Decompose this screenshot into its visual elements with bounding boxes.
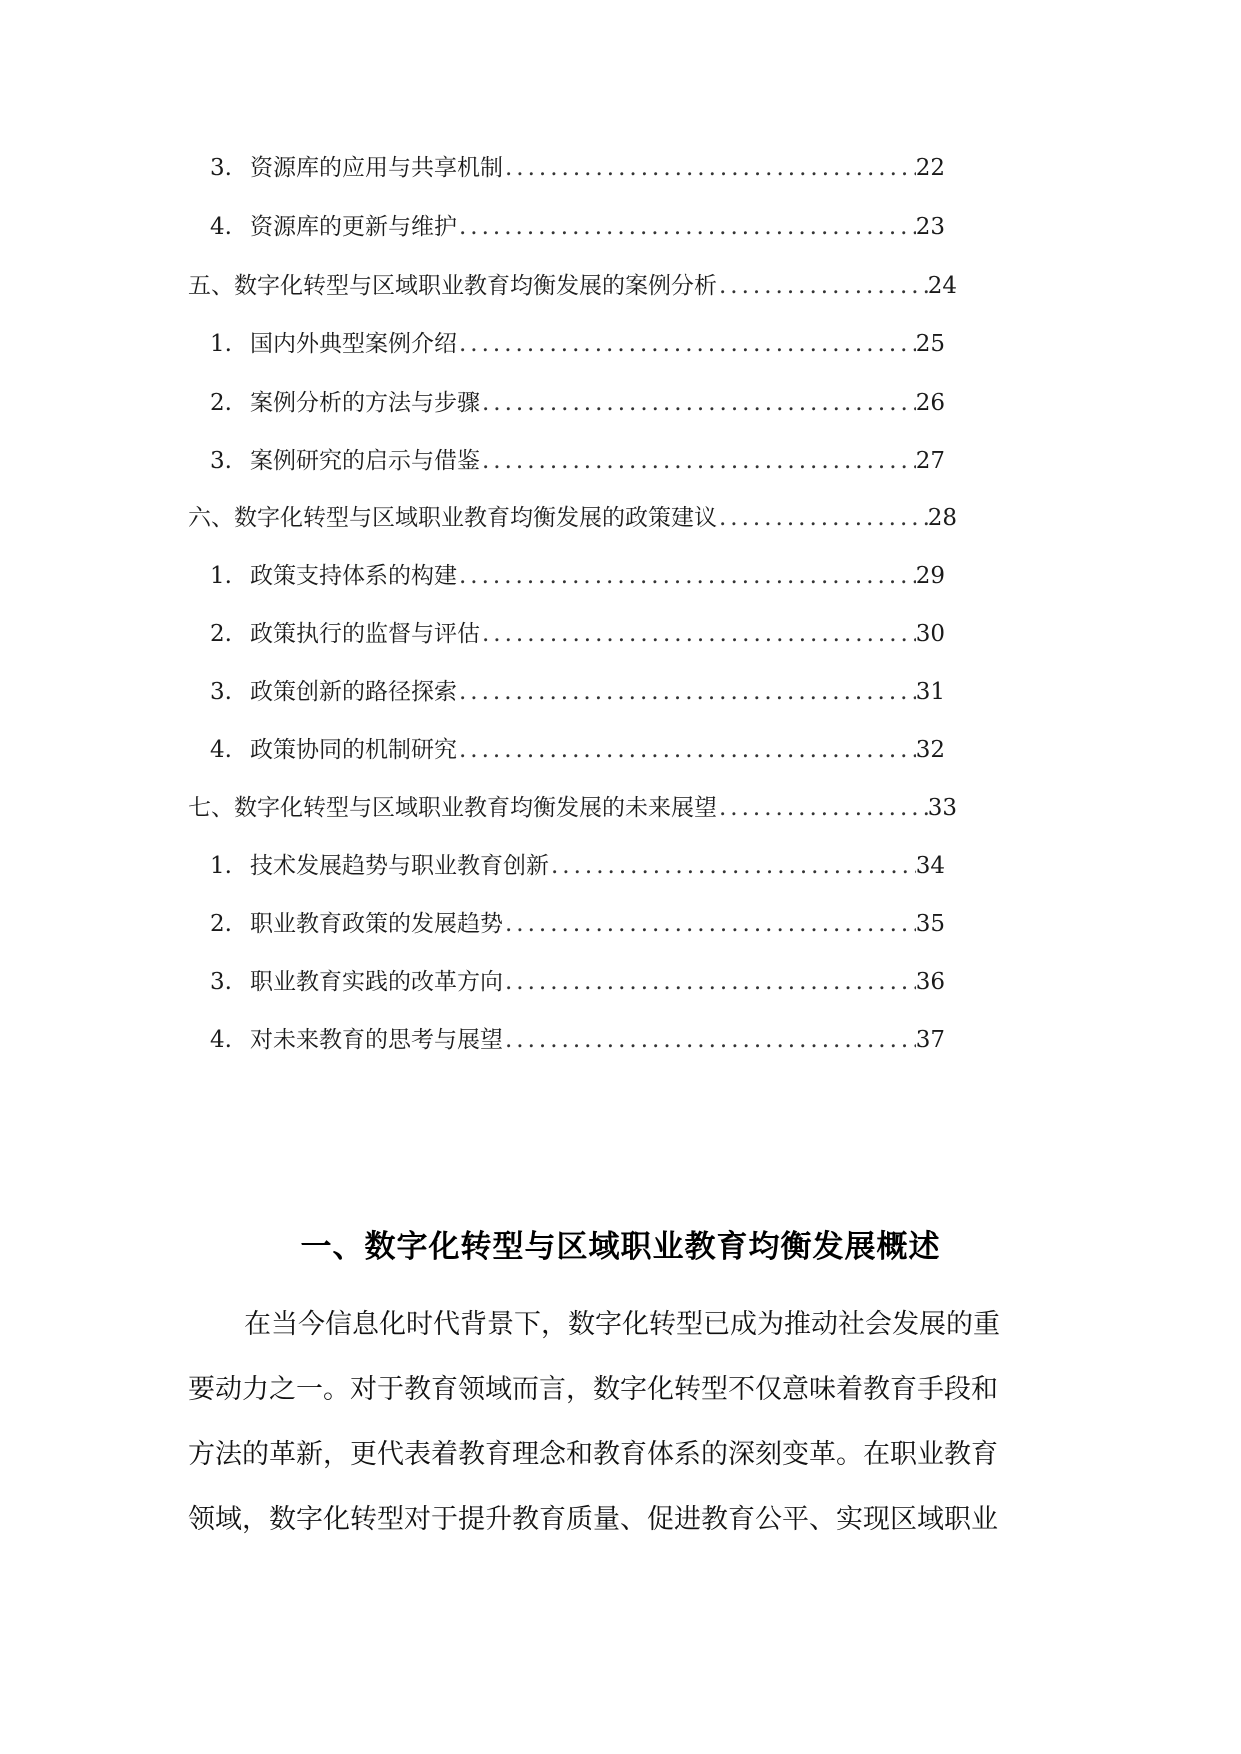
- toc-entry-number: 2.: [210, 390, 232, 416]
- toc-entry-title: 政策支持体系的构建: [250, 563, 457, 589]
- toc-entry-number: 3.: [210, 448, 232, 474]
- toc-entry-page: 22: [915, 155, 945, 181]
- toc-dot-leader: [480, 441, 916, 481]
- toc-entry-number: 1.: [210, 331, 232, 357]
- toc-entry[interactable]: [210, 672, 945, 712]
- toc-dot-leader: [480, 614, 916, 654]
- toc-entry-page: 27: [915, 448, 945, 474]
- toc-entry-number: 3.: [210, 679, 232, 705]
- toc-entry-page: 37: [915, 1027, 945, 1053]
- toc-entry-page: 29: [915, 563, 945, 589]
- toc-entry-title: 技术发展趋势与职业教育创新: [250, 853, 549, 879]
- toc-entry[interactable]: [210, 730, 945, 770]
- toc-entry-number: 4.: [210, 1027, 232, 1053]
- toc-entry-title: 资源库的更新与维护: [250, 214, 457, 240]
- toc-entry-page: 32: [915, 737, 945, 763]
- toc-dot-leader: [480, 383, 916, 423]
- toc-entry-title: 政策协同的机制研究: [250, 737, 457, 763]
- toc-dot-leader: [457, 672, 916, 712]
- toc-entry-page: 26: [915, 390, 945, 416]
- body-paragraph: [188, 1292, 1056, 1552]
- toc-entry[interactable]: [210, 962, 945, 1002]
- toc-entry-number: 2.: [210, 621, 232, 647]
- toc-entry-title: 五、数字化转型与区域职业教育均衡发展的案例分析: [188, 273, 717, 299]
- toc-dot-leader: [717, 266, 928, 306]
- toc-entry-title: 对未来教育的思考与展望: [250, 1027, 503, 1053]
- toc-dot-leader: [457, 556, 916, 596]
- toc-chapter-entry[interactable]: [188, 498, 957, 538]
- toc-entry-title: 职业教育政策的发展趋势: [250, 911, 503, 937]
- toc-entry-page: 24: [927, 273, 957, 299]
- toc-entry-page: 33: [927, 795, 957, 821]
- toc-dot-leader: [549, 846, 916, 886]
- toc-entry-title: 国内外典型案例介绍: [250, 331, 457, 357]
- toc-entry[interactable]: [210, 556, 945, 596]
- toc-entry-number: 4.: [210, 737, 232, 763]
- toc-entry[interactable]: [210, 324, 945, 364]
- toc-entry-title: 政策执行的监督与评估: [250, 621, 480, 647]
- toc-entry-page: 30: [915, 621, 945, 647]
- toc-dot-leader: [457, 207, 916, 247]
- toc-entry-number: 4.: [210, 214, 232, 240]
- toc-entry-page: 25: [915, 331, 945, 357]
- toc-dot-leader: [503, 1020, 916, 1060]
- paragraph-line: 方法的革新，更代表着教育理念和教育体系的深刻变革。在职业教育: [188, 1439, 998, 1470]
- toc-entry[interactable]: [210, 148, 945, 188]
- toc-entry-title: 案例研究的启示与借鉴: [250, 448, 480, 474]
- toc-dot-leader: [717, 788, 928, 828]
- toc-entry-page: 34: [915, 853, 945, 879]
- toc-entry-number: 3.: [210, 155, 232, 181]
- toc-dot-leader: [457, 324, 916, 364]
- toc-entry[interactable]: [210, 207, 945, 247]
- toc-entry[interactable]: [210, 441, 945, 481]
- toc-entry-number: 1.: [210, 563, 232, 589]
- toc-entry[interactable]: [210, 1020, 945, 1060]
- paragraph-line: 领域，数字化转型对于提升教育质量、促进教育公平、实现区域职业: [188, 1504, 998, 1535]
- toc-chapter-entry[interactable]: [188, 266, 957, 306]
- toc-dot-leader: [457, 730, 916, 770]
- toc-entry-page: 31: [915, 679, 945, 705]
- toc-entry-page: 23: [915, 214, 945, 240]
- toc-entry-page: 36: [915, 969, 945, 995]
- toc-entry-title: 政策创新的路径探索: [250, 679, 457, 705]
- toc-entry-title: 七、数字化转型与区域职业教育均衡发展的未来展望: [188, 795, 717, 821]
- paragraph-line: 要动力之一。对于教育领域而言，数字化转型不仅意味着教育手段和: [188, 1374, 998, 1405]
- toc-entry-number: 3.: [210, 969, 232, 995]
- toc-dot-leader: [503, 904, 916, 944]
- toc-entry-number: 2.: [210, 911, 232, 937]
- toc-entry-page: 28: [927, 505, 957, 531]
- toc-entry-title: 六、数字化转型与区域职业教育均衡发展的政策建议: [188, 505, 717, 531]
- toc-entry[interactable]: [210, 614, 945, 654]
- toc-entry[interactable]: [210, 383, 945, 423]
- toc-entry-title: 资源库的应用与共享机制: [250, 155, 503, 181]
- section-heading: 一、数字化转型与区域职业教育均衡发展概述: [300, 1229, 941, 1265]
- paragraph-line: 在当今信息化时代背景下，数字化转型已成为推动社会发展的重: [244, 1309, 1000, 1340]
- toc-dot-leader: [503, 148, 916, 188]
- toc-entry[interactable]: [210, 846, 945, 886]
- toc-chapter-entry[interactable]: [188, 788, 957, 828]
- toc-entry-number: 1.: [210, 853, 232, 879]
- toc-entry-page: 35: [915, 911, 945, 937]
- toc-entry[interactable]: [210, 904, 945, 944]
- toc-entry-title: 案例分析的方法与步骤: [250, 390, 480, 416]
- toc-entry-title: 职业教育实践的改革方向: [250, 969, 503, 995]
- toc-dot-leader: [503, 962, 916, 1002]
- toc-dot-leader: [717, 498, 928, 538]
